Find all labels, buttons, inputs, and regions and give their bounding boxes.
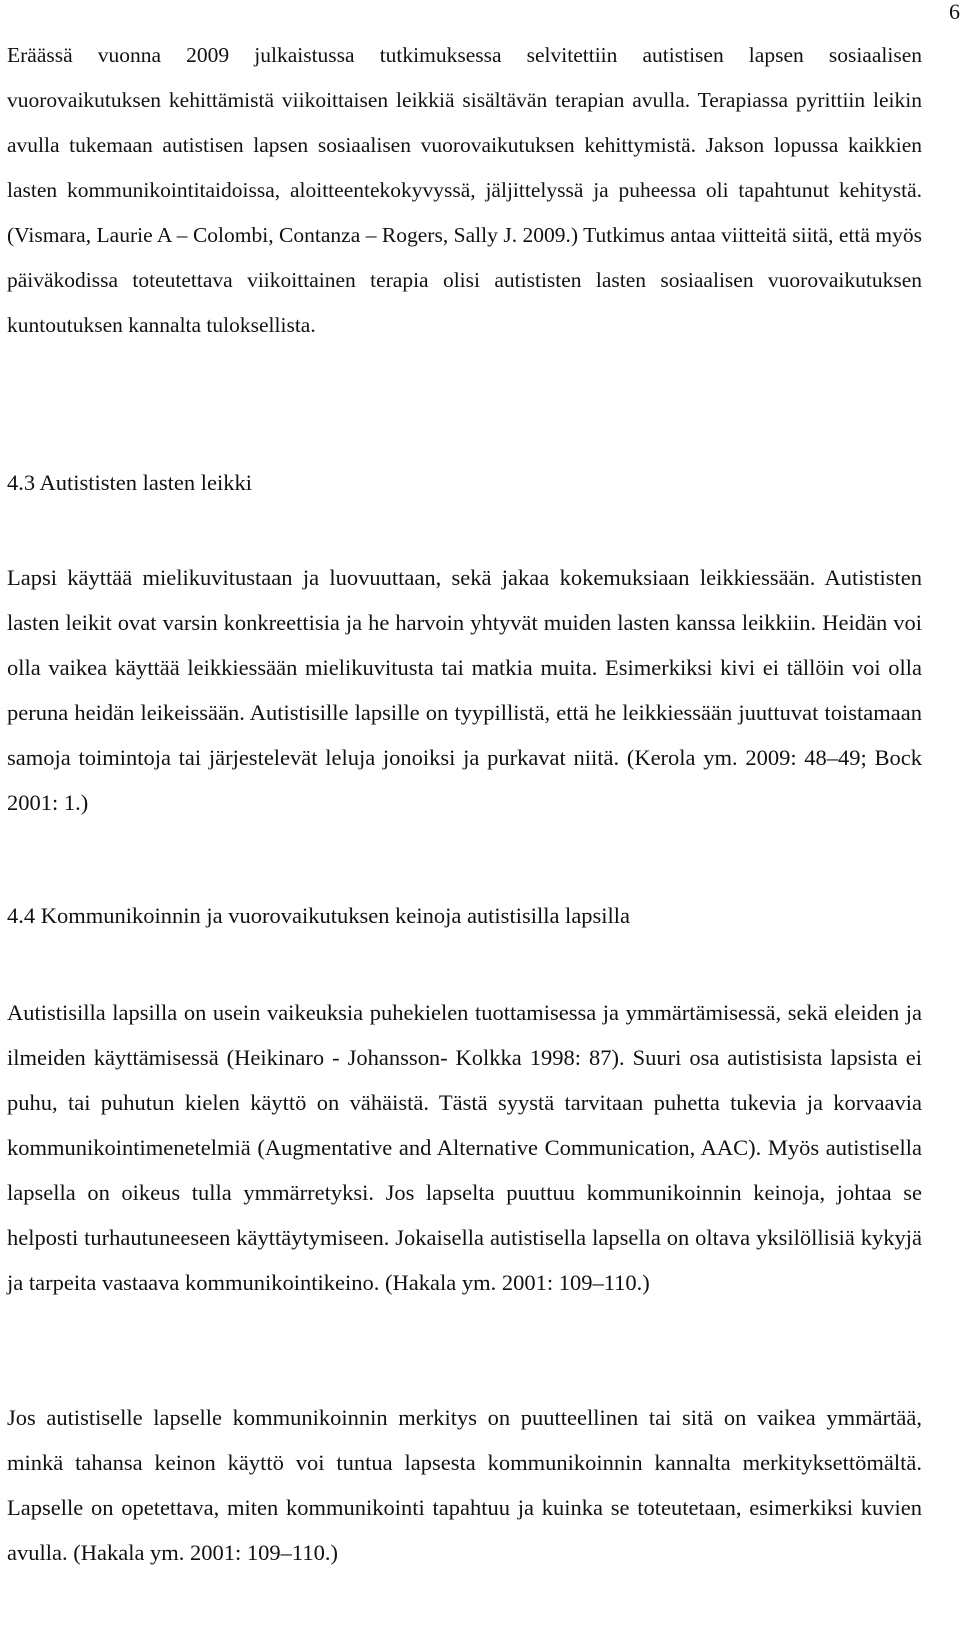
paragraph-play-therapy-study: Eräässä vuonna 2009 julkaistussa tutkimuksessa selvitettiin autistisen lapsen sosiaalisen vuorovaikutuksen kehittämistä viikoittaisen leikkiä sisältävän terapian avulla. Terapiassa pyrittiin leikin avulla tukemaan autistisen lapsen sosiaalisen vuorovaikutuksen kehittymistä. Jakson lopussa kaikkien lasten kommunikointitaidoissa, aloitteentekokyvyssä, jäljittelyssä ja puheessa oli tapahtunut kehitystä. (Vismara, Laurie A – Colombi, Contanza – Rogers, Sally J. 2009.) Tutkimus antaa viitteitä siitä, että myös päiväkodissa toteutettava viikoittainen terapia olisi autististen lasten sosiaalisen vuorovaikutuksen kuntoutuksen kannalta tuloksellista. xyxy=(7,43,922,337)
paragraph-communication-difficulties: Autistisilla lapsilla on usein vaikeuksia puhekielen tuottamisessa ja ymmärtämisessä, sekä eleiden ja ilmeiden käyttämisessä (Heikinaro - Johansson- Kolkka 1998: 87). Suuri osa autistisista lapsista ei puhu, tai puhutun kielen käyttö on vähäistä. Tästä syystä tarvitaan puhetta tukevia ja korvaavia kommunikointimenetelmiä (Augmentative and Alternative Communication, AAC). Myös autistisella lapsella on oikeus tulla ymmärretyksi. Jos lapselta puuttuu kommunikoinnin keinoja, johtaa se helposti turhautuneeseen käyttäytymiseen. Jokaisella autistisella lapsella on oltava yksilöllisiä kykyjä ja tarpeita vastaava kommunikointikeino. (Hakala ym. 2001: 109–110.) xyxy=(7,1000,922,1295)
page-number: 6 xyxy=(949,0,960,24)
section-heading-4-3: 4.3 Autististen lasten leikki xyxy=(7,470,252,495)
paragraph-autistic-children-play: Lapsi käyttää mielikuvitustaan ja luovuuttaan, sekä jakaa kokemuksiaan leikkiessään. Autististen lasten leikit ovat varsin konkreettisia ja he harvoin yhtyvät muiden lasten kanssa leikkiin. Heidän voi olla vaikea käyttää leikkiessään mielikuvitusta tai matkia muita. Esimerkiksi kivi ei tällöin voi olla peruna heidän leikeissään. Autistisille lapsille on tyypillistä, että he leikkiessään juuttuvat toistamaan samoja toimintoja tai järjestelevät leluja jonoiksi ja purkavat niitä. (Kerola ym. 2009: 48–49; Bock 2001: 1.) xyxy=(7,565,922,815)
paragraph-communication-meaning: Jos autistiselle lapselle kommunikoinnin merkitys on puutteellinen tai sitä on vaikea ymmärtää, minkä tahansa keinon käyttö voi tuntua lapsesta kommunikoinnin kannalta merkityksettömältä. Lapselle on opetettava, miten kommunikointi tapahtuu ja kuinka se toteutetaan, esimerkiksi kuvien avulla. (Hakala ym. 2001: 109–110.) xyxy=(7,1405,922,1565)
section-heading-4-4: 4.4 Kommunikoinnin ja vuorovaikutuksen keinoja autistisilla lapsilla xyxy=(7,903,631,928)
